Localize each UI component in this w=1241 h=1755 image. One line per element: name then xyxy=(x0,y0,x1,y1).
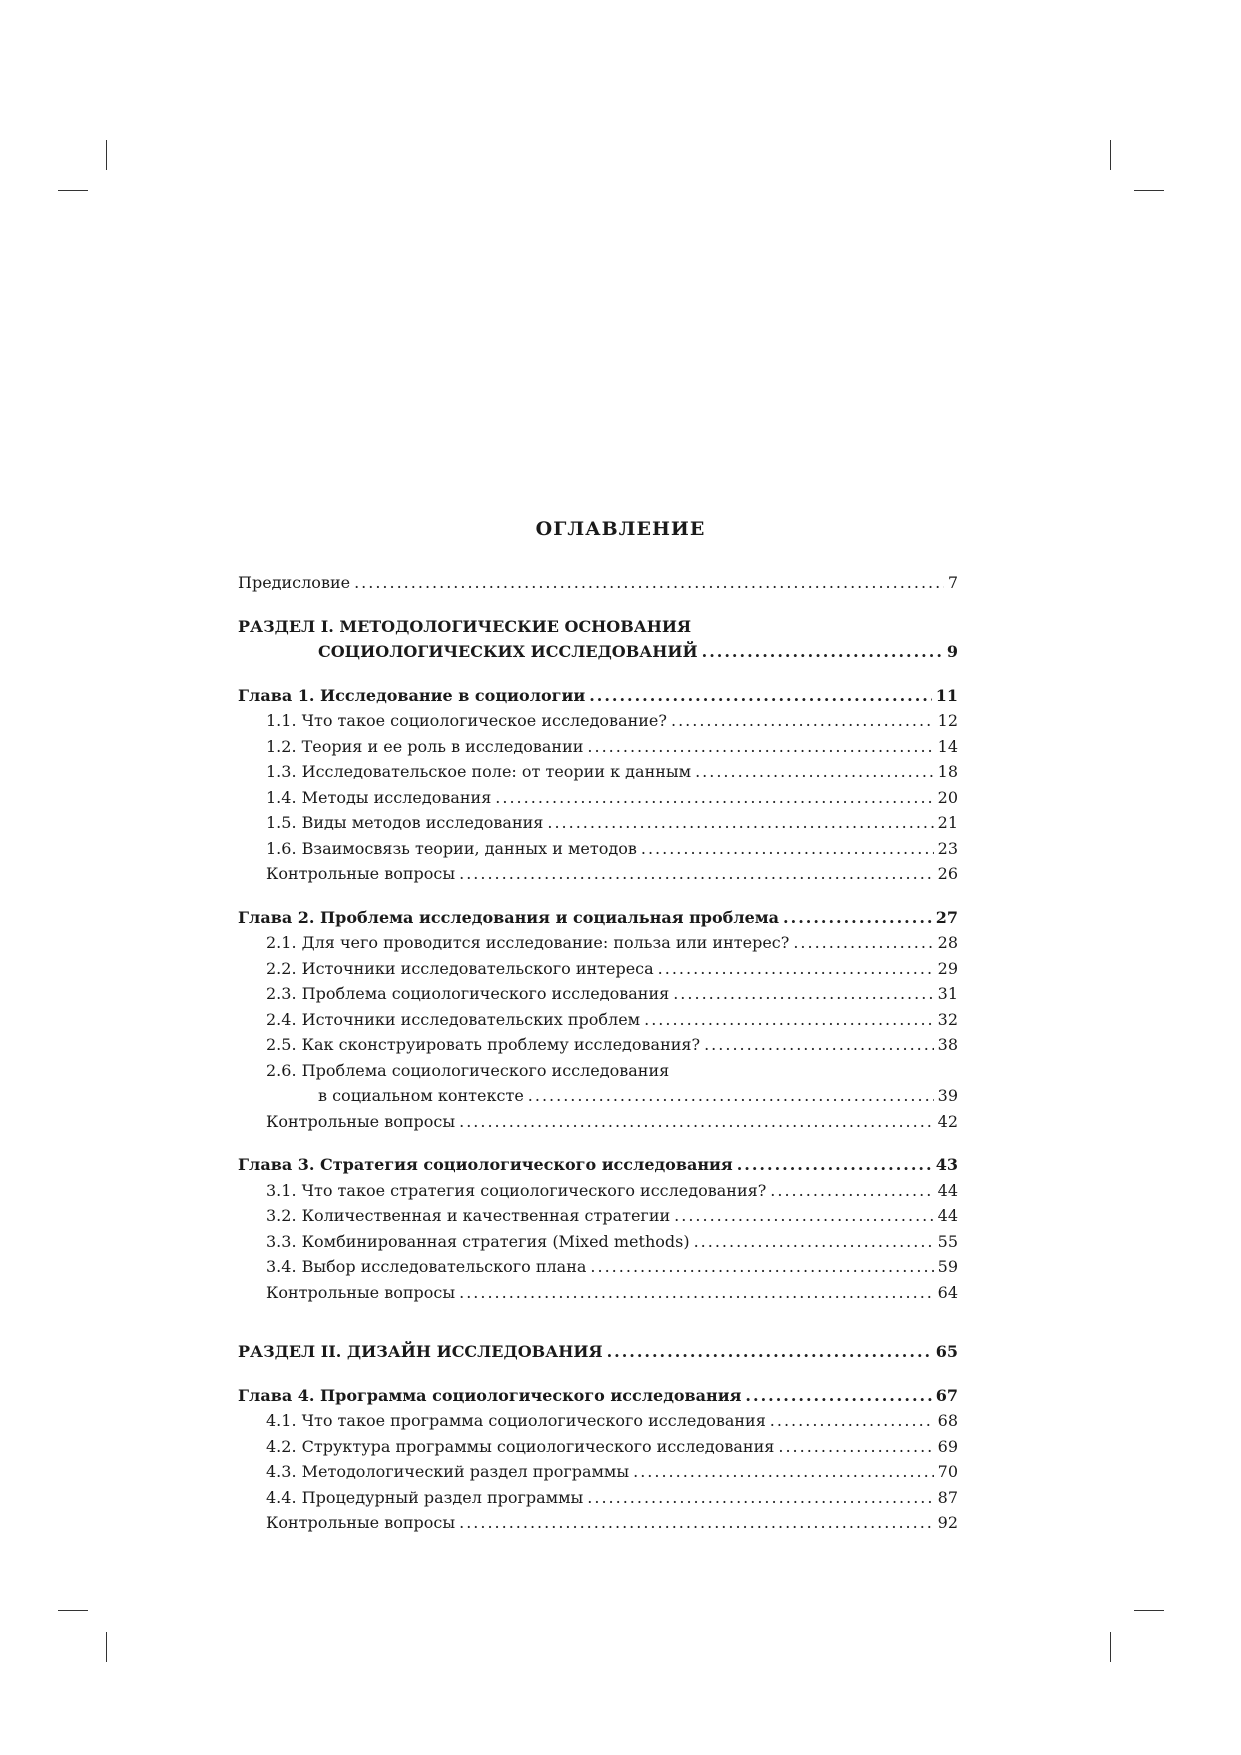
toc-entry-page: 20 xyxy=(937,787,958,807)
crop-mark xyxy=(106,1632,107,1662)
toc-entry-page: 68 xyxy=(937,1411,958,1430)
dot-leader xyxy=(589,683,932,709)
toc-entry-page: 87 xyxy=(937,1487,958,1507)
toc-entry[interactable] xyxy=(238,981,958,1007)
toc-entry[interactable] xyxy=(238,1203,958,1229)
toc-heading-line: 2.6. Проблема социологического исследования xyxy=(266,1060,670,1080)
dot-leader xyxy=(770,1408,934,1434)
toc-entry[interactable] xyxy=(238,1083,958,1109)
dot-leader xyxy=(783,905,932,931)
toc-entry-title: 4.3. Методологический раздел программы xyxy=(266,1462,630,1481)
toc-entry[interactable] xyxy=(238,1408,958,1434)
toc-spacer xyxy=(238,1305,958,1339)
toc-entry[interactable] xyxy=(238,1152,958,1178)
dot-leader xyxy=(674,1203,934,1229)
dot-leader xyxy=(644,1007,934,1033)
dot-leader xyxy=(694,1229,934,1255)
toc-entry[interactable] xyxy=(238,639,958,665)
toc-entry[interactable] xyxy=(238,785,958,811)
toc-entry-page: 11 xyxy=(935,685,958,705)
toc-entry-title: СОЦИОЛОГИЧЕСКИХ ИССЛЕДОВАНИЙ xyxy=(318,642,698,661)
toc-entry-title: Глава 1. Исследование в социологии xyxy=(238,685,586,705)
toc-entry-page: 44 xyxy=(937,1206,958,1225)
toc-entry-title: 3.4. Выбор исследовательского плана xyxy=(266,1257,587,1276)
toc-entry-title: 3.3. Комбинированная стратегия (Mixed methods) xyxy=(266,1231,690,1251)
toc-entry-title: 2.1. Для чего проводится исследование: польза или интерес? xyxy=(266,933,790,952)
toc-entry[interactable] xyxy=(238,1459,958,1485)
crop-mark xyxy=(1110,1632,1111,1662)
page-title: ОГЛАВЛЕНИЕ xyxy=(535,518,706,540)
toc-entry-title: 4.4. Процедурный раздел программы xyxy=(266,1487,584,1507)
dot-leader xyxy=(695,759,934,785)
toc-entry-title: 2.2. Источники исследовательского интереса xyxy=(266,958,654,978)
toc-entry-page: 12 xyxy=(937,711,958,730)
crop-mark xyxy=(58,190,88,191)
toc-entry-page: 9 xyxy=(946,642,958,661)
toc-entry-title: 4.1. Что такое программа социологического исследования xyxy=(266,1411,766,1430)
toc-entry-page: 67 xyxy=(935,1385,958,1405)
toc-entry-title: 1.5. Виды методов исследования xyxy=(266,813,544,832)
dot-leader xyxy=(745,1383,931,1409)
crop-mark xyxy=(1110,140,1111,170)
dot-leader xyxy=(633,1459,934,1485)
crop-mark xyxy=(1134,190,1164,191)
dot-leader xyxy=(547,810,933,836)
dot-leader xyxy=(459,1109,934,1135)
toc-spacer xyxy=(238,596,958,614)
toc-entry-title: 2.3. Проблема социологического исследования xyxy=(266,984,670,1003)
toc-entry[interactable] xyxy=(238,1485,958,1511)
toc-spacer xyxy=(238,887,958,905)
toc-entry-title: Глава 2. Проблема исследования и социальная проблема xyxy=(238,907,780,927)
toc-heading-line: РАЗДЕЛ I. МЕТОДОЛОГИЧЕСКИЕ ОСНОВАНИЯ xyxy=(238,616,692,636)
toc-entry[interactable] xyxy=(238,759,958,785)
toc-entry-title: 1.2. Теория и ее роль в исследовании xyxy=(266,736,584,756)
dot-leader xyxy=(587,1485,933,1511)
crop-mark xyxy=(1134,1610,1164,1611)
dot-leader xyxy=(673,981,933,1007)
toc-entry-title: 1.3. Исследовательское поле: от теории к данным xyxy=(266,762,692,781)
dot-leader xyxy=(778,1434,933,1460)
toc-entry-page: 64 xyxy=(937,1282,958,1302)
toc-entry-page: 26 xyxy=(937,864,958,883)
toc-entry-title: 2.5. Как сконструировать проблему исследования? xyxy=(266,1035,701,1054)
dot-leader xyxy=(607,1339,932,1365)
toc-entry-page: 38 xyxy=(937,1035,958,1054)
toc-entry[interactable] xyxy=(238,836,958,862)
toc-entry-page: 55 xyxy=(937,1231,958,1251)
dot-leader xyxy=(658,956,934,982)
toc-entry[interactable] xyxy=(238,1434,958,1460)
toc-entry[interactable] xyxy=(238,1032,958,1058)
toc-entry[interactable] xyxy=(238,861,958,887)
dot-leader xyxy=(590,1254,933,1280)
crop-mark xyxy=(58,1610,88,1611)
dot-leader xyxy=(528,1083,934,1109)
dot-leader xyxy=(737,1152,932,1178)
dot-leader xyxy=(495,785,933,811)
toc-entry[interactable] xyxy=(238,930,958,956)
toc-entry-page: 65 xyxy=(935,1342,958,1361)
toc-entry-page: 18 xyxy=(937,762,958,781)
toc-entry-title: Глава 3. Стратегия социологического исследования xyxy=(238,1155,733,1174)
toc-entry[interactable] xyxy=(238,683,958,709)
dot-leader xyxy=(793,930,933,956)
dot-leader xyxy=(459,1510,934,1536)
toc-entry-title: Контрольные вопросы xyxy=(266,864,456,883)
toc-entry[interactable] xyxy=(238,1007,958,1033)
toc-entry-title: Контрольные вопросы xyxy=(266,1282,456,1302)
toc-entry[interactable] xyxy=(238,708,958,734)
toc-entry-title: 2.4. Источники исследовательских проблем xyxy=(266,1009,641,1029)
toc-entry-title: 3.1. Что такое стратегия социологического исследования? xyxy=(266,1180,767,1200)
toc-entry-page: 7 xyxy=(947,573,958,592)
dot-leader xyxy=(704,1032,934,1058)
toc-spacer xyxy=(238,1365,958,1383)
toc-entry-page: 31 xyxy=(937,984,958,1003)
table-of-contents xyxy=(238,570,958,1536)
toc-entry[interactable] xyxy=(238,1383,958,1409)
toc-entry-title: 4.2. Структура программы социологического исследования xyxy=(266,1436,775,1456)
toc-entry[interactable] xyxy=(238,956,958,982)
toc-entry[interactable] xyxy=(238,1339,958,1365)
toc-entry-title: Контрольные вопросы xyxy=(266,1111,456,1131)
dot-leader xyxy=(459,1280,934,1306)
toc-entry-page: 39 xyxy=(937,1086,958,1105)
dot-leader xyxy=(671,708,934,734)
toc-entry[interactable] xyxy=(238,1254,958,1280)
toc-entry[interactable] xyxy=(238,734,958,760)
toc-entry[interactable] xyxy=(238,905,958,931)
dot-leader xyxy=(770,1178,933,1204)
dot-leader xyxy=(587,734,933,760)
toc-entry-page: 14 xyxy=(937,736,958,756)
toc-entry-page: 21 xyxy=(937,813,958,832)
toc-entry[interactable] xyxy=(238,1280,958,1306)
toc-entry-title: РАЗДЕЛ II. ДИЗАЙН ИССЛЕДОВАНИЯ xyxy=(238,1342,603,1361)
dot-leader xyxy=(702,639,943,665)
toc-entry-page: 70 xyxy=(937,1462,958,1481)
toc-entry[interactable] xyxy=(238,1109,958,1135)
toc-entry-page: 29 xyxy=(937,958,958,978)
toc-entry-page: 92 xyxy=(937,1513,958,1532)
toc-entry-page: 42 xyxy=(937,1111,958,1131)
dot-leader xyxy=(354,570,944,596)
toc-entry-page: 69 xyxy=(937,1436,958,1456)
toc-entry-page: 27 xyxy=(935,907,958,927)
toc-entry-page: 43 xyxy=(935,1155,958,1174)
toc-entry[interactable] xyxy=(238,1229,958,1255)
toc-entry[interactable] xyxy=(238,570,958,596)
dot-leader xyxy=(459,861,934,887)
toc-spacer xyxy=(238,665,958,683)
toc-entry-title: Предисловие xyxy=(238,573,351,592)
toc-spacer xyxy=(238,1134,958,1152)
toc-entry-page: 59 xyxy=(937,1257,958,1276)
toc-entry[interactable] xyxy=(238,1178,958,1204)
toc-entry-title: 1.6. Взаимосвязь теории, данных и методов xyxy=(266,838,637,858)
toc-entry[interactable] xyxy=(238,810,958,836)
toc-entry-title: 1.1. Что такое социологическое исследование? xyxy=(266,711,667,730)
toc-entry-page: 28 xyxy=(937,933,958,952)
toc-entry[interactable] xyxy=(238,1510,958,1536)
toc-entry-title: Глава 4. Программа социологического исследования xyxy=(238,1385,742,1405)
toc-entry-page: 23 xyxy=(937,838,958,858)
toc-entry-page: 32 xyxy=(937,1009,958,1029)
toc-entry-page: 44 xyxy=(937,1180,958,1200)
toc-entry-title: Контрольные вопросы xyxy=(266,1513,456,1532)
crop-mark xyxy=(106,140,107,170)
dot-leader xyxy=(641,836,934,862)
toc-entry-title: 1.4. Методы исследования xyxy=(266,787,492,807)
toc-entry-title: в социальном контексте xyxy=(318,1086,524,1105)
toc-entry-title: 3.2. Количественная и качественная стратегии xyxy=(266,1206,671,1225)
